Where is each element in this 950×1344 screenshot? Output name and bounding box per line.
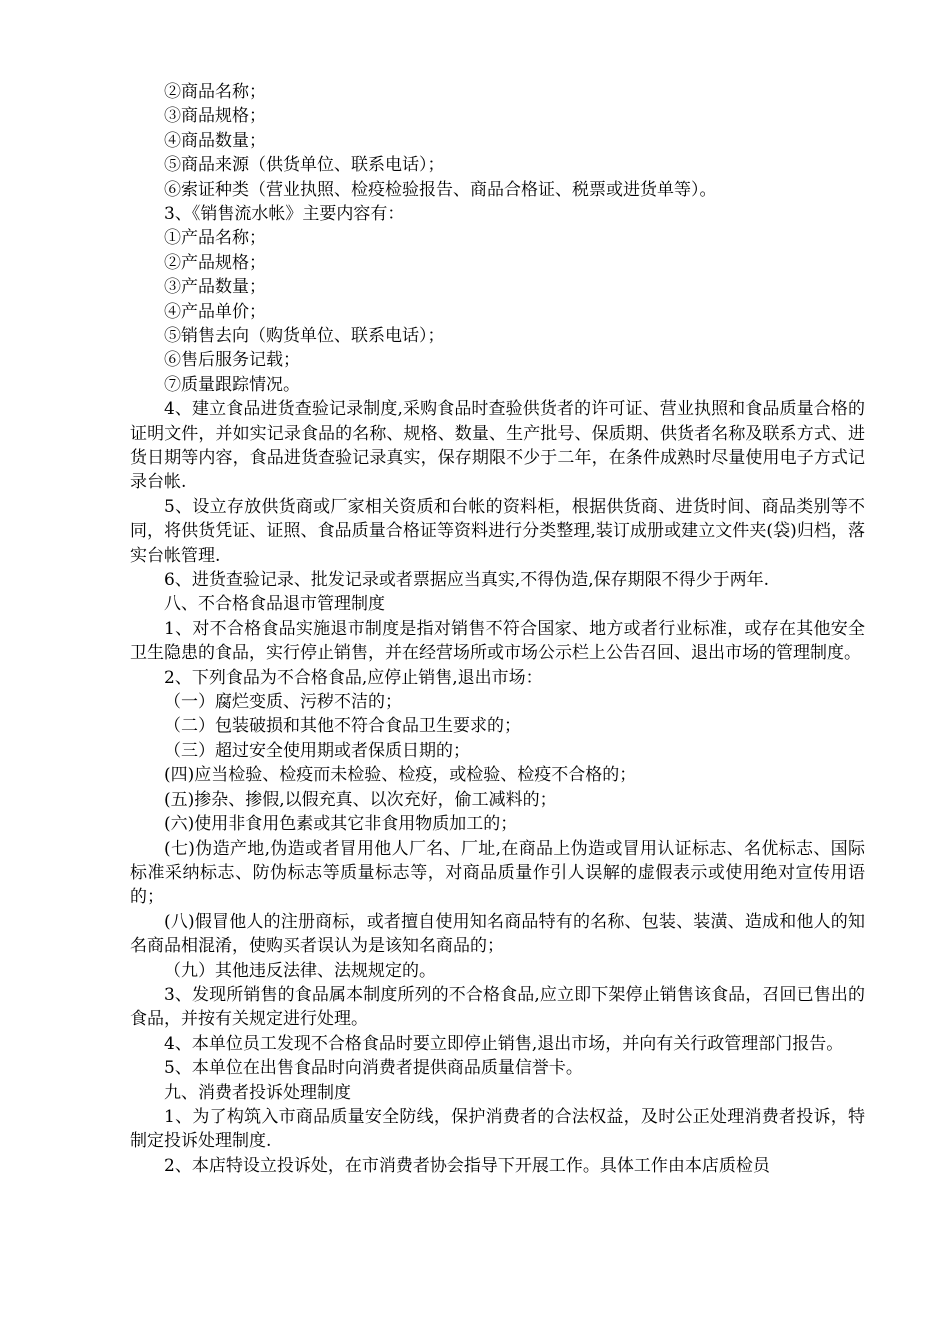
paragraph: 5、设立存放供货商或厂家相关资质和台帐的资料柜，根据供货商、进货时间、商品类别等不同，将供货凭证、证照、食品质量合格证等资料进行分类整理,装订成册或建立文件夹(袋)归档，落实台帐管理. (130, 496, 865, 566)
paragraph: 6、进货查验记录、批发记录或者票据应当真实,不得伪造,保存期限不得少于两年. (164, 570, 770, 591)
section-heading: 九、消费者投诉处理制度 (164, 1082, 351, 1103)
list-item: ②商品名称； (164, 82, 266, 102)
paragraph: 1、为了构筑入市商品质量安全防线，保护消费者的合法权益，及时公正处理消费者投诉，特制定投诉处理制度. (130, 1106, 865, 1152)
list-item: （二）包装破损和其他不符合食品卫生要求的； (164, 716, 521, 737)
list-item: （一）腐烂变质、污秽不洁的； (164, 692, 402, 713)
paragraph: 3、发现所销售的食品属本制度所列的不合格食品,应立即下架停止销售该食品，召回已售出的食品，并按有关规定进行处理。 (130, 984, 865, 1030)
paragraph: 4、建立食品进货查验记录制度,采购食品时查验供货者的许可证、营业执照和食品质量合格的证明文件，并如实记录食品的名称、规格、数量、生产批号、保质期、供货者名称及联系方式、进货日期等内容，食品进货查验记录真实，保存期限不少于二年，在条件成熟时尽量使用电子方式记录台帐. (130, 399, 865, 493)
list-item: ④产品单价； (164, 301, 266, 322)
section-heading: 八、不合格食品退市管理制度 (164, 594, 385, 615)
list-item: ⑥索证种类（营业执照、检疫检验报告、商品合格证、税票或进货单等）。 (164, 179, 717, 200)
paragraph: 2、本店特设立投诉处，在市消费者协会指导下开展工作。具体工作由本店质检员 (164, 1155, 770, 1176)
list-item: (六)使用非食用色素或其它非食用物质加工的； (164, 814, 518, 835)
paragraph: 5、本单位在出售食品时向消费者提供商品质量信誉卡。 (164, 1058, 583, 1079)
list-item: (四)应当检验、检疫而未检验、检疫，或检验、检疫不合格的； (164, 765, 637, 786)
list-item: ⑤商品来源（供货单位、联系电话）； (164, 155, 445, 176)
list-item: ④商品数量； (164, 130, 266, 151)
list-item: (七)伪造产地,伪造或者冒用他人厂名、厂址,在商品上伪造或冒用认证标志、名优标志、国际标准采纳标志、防伪标志等质量标志等，对商品质量作引人误解的虚假表示或使用绝对宣传用语的； (130, 838, 865, 908)
list-item: ⑤销售去向（购货单位、联系电话）； (164, 325, 445, 346)
section-heading: 3、《销售流水帐》主要内容有： (164, 203, 405, 224)
list-item: ⑦质量跟踪情况。 (164, 374, 300, 395)
list-item: （三）超过安全使用期或者保质日期的； (164, 740, 470, 761)
paragraph: 1、对不合格食品实施退市制度是指对销售不符合国家、地方或者行业标准，或存在其他安全卫生隐患的食品，实行停止销售，并在经营场所或市场公示栏上公告召回、退出市场的管理制度。 (130, 618, 865, 664)
list-item: (八)假冒他人的注册商标，或者擅自使用知名商品特有的名称、包装、装潢、造成和他人的知名商品相混淆，使购买者误认为是该知名商品的； (130, 911, 865, 957)
list-item: (五)掺杂、掺假,以假充真、以次充好，偷工减料的； (164, 789, 557, 810)
list-item: ③产品数量； (164, 277, 266, 298)
paragraph: 4、本单位员工发现不合格食品时要立即停止销售,退出市场，并向有关行政管理部门报告。 (164, 1033, 844, 1054)
list-item: ②产品规格； (164, 252, 266, 273)
list-item: ③商品规格； (164, 106, 266, 127)
list-item: （九）其他违反法律、法规规定的。 (164, 960, 436, 981)
list-item: ①产品名称； (164, 228, 266, 249)
paragraph: 2、下列食品为不合格食品,应停止销售,退出市场： (164, 667, 543, 688)
list-item: ⑥售后服务记载； (164, 350, 300, 371)
document-body (164, 80, 864, 397)
document-body-wide (130, 397, 865, 1178)
